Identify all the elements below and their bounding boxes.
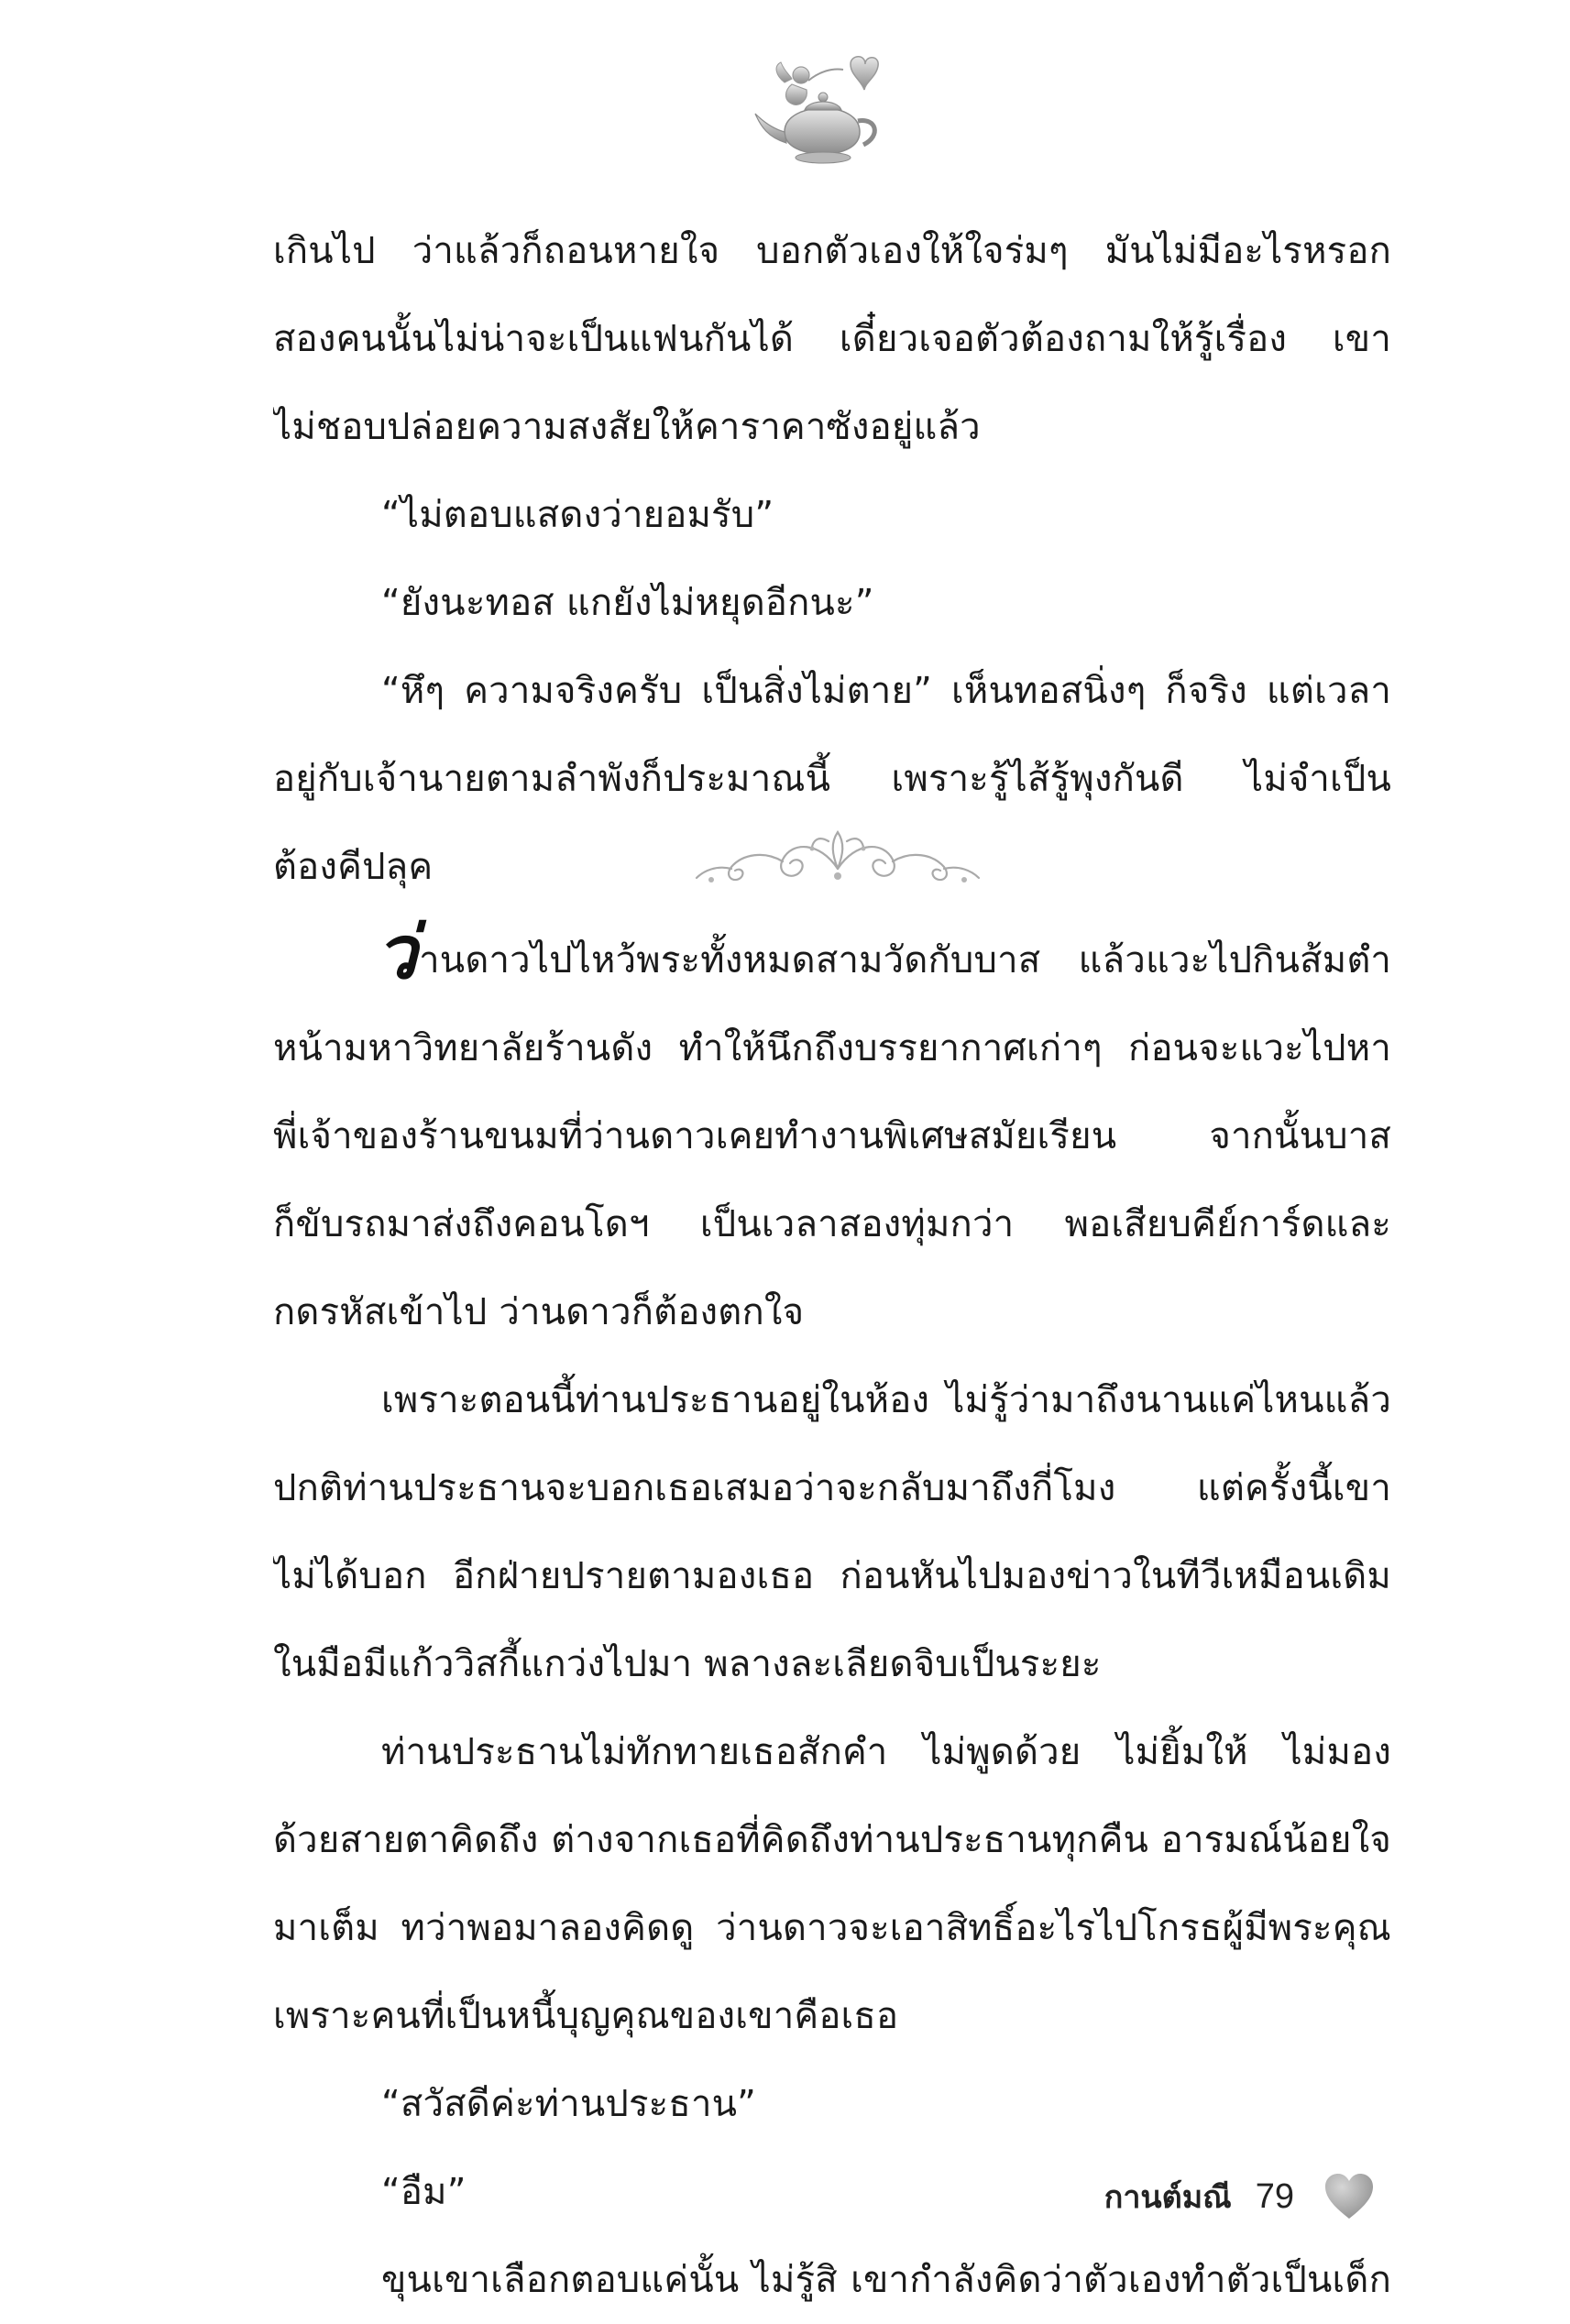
text-line: เพราะคนที่เป็นหนี้บุญคุณของเขาคือเธอ <box>273 1995 899 2037</box>
text-line: “หึๆ ความจริงครับ เป็นสิ่งไม่ตาย” เห็นทอสนิ่งๆ ก็จริง แต่เวลา <box>381 670 1391 712</box>
text-line: เกินไป ว่าแล้วก็ถอนหายใจ บอกตัวเองให้ใจร่มๆ มันไม่มีอะไรหรอก <box>273 230 1391 272</box>
text-line: กดรหัสเข้าไป ว่านดาวก็ต้องตกใจ <box>273 1291 805 1333</box>
text-line: หน้ามหาวิทยาลัยร้านดัง ทำให้นึกถึงบรรยากาศเก่าๆ ก่อนจะแวะไปหา <box>273 1027 1391 1069</box>
text-line: ปกติท่านประธานจะบอกเธอเสมอว่าจะกลับมาถึงกี่โมง แต่ครั้งนี้เขา <box>273 1467 1391 1509</box>
text-line: ไม่ได้บอก อีกฝ่ายปรายตามองเธอ ก่อนหันไปมองข่าวในทีวีเหมือนเดิม <box>273 1555 1391 1597</box>
text-line-first <box>273 916 1391 1004</box>
text-line: สองคนนั้นไม่น่าจะเป็นแฟนกันได้ เดี๋ยวเจอตัวต้องถามให้รู้เรื่อง เขา <box>273 318 1391 360</box>
first-line-text: านดาวไปไหว้พระทั้งหมดสามวัดกับบาส แล้วแวะไปกินส้มตำ <box>419 939 1391 981</box>
text-line: “อืม” <box>381 2171 467 2213</box>
floral-divider-icon <box>691 823 984 896</box>
heart-icon <box>1323 2173 1375 2220</box>
drop-cap: ว่ <box>376 916 418 995</box>
text-line: เพราะตอนนี้ท่านประธานอยู่ในห้อง ไม่รู้ว่ามาถึงนานแค่ไหนแล้ว <box>381 1379 1391 1421</box>
text-line: ท่านประธานไม่ทักทายเธอสักคำ ไม่พูดด้วย ไม่ยิ้มให้ ไม่มอง <box>381 1731 1391 1773</box>
page-footer <box>1081 2165 1375 2229</box>
text-line: ต้องคีปลุค <box>273 846 434 888</box>
text-line: “ไม่ตอบแสดงว่ายอมรับ” <box>381 494 774 536</box>
text-line: “ยังนะทอส แกยังไม่หยุดอีกนะ” <box>381 582 874 624</box>
text-line: พี่เจ้าของร้านขนมที่ว่านดาวเคยทำงานพิเศษสมัยเรียน จากนั้นบาส <box>273 1115 1391 1157</box>
text-line: “สวัสดีค่ะท่านประธาน” <box>381 2083 757 2125</box>
text-line: ในมือมีแก้ววิสกี้แกว่งไปมา พลางละเลียดจิบเป็นระยะ <box>273 1643 1102 1685</box>
text-line: ก็ขับรถมาส่งถึงคอนโดฯ เป็นเวลาสองทุ่มกว่า พอเสียบคีย์การ์ดและ <box>273 1203 1391 1245</box>
text-line: ด้วยสายตาคิดถึง ต่างจากเธอที่คิดถึงท่านประธานทุกคืน อารมณ์น้อยใจ <box>273 1819 1391 1861</box>
page-number: 79 <box>1255 2176 1294 2216</box>
text-line: ขุนเขาเลือกตอบแค่นั้น ไม่รู้สิ เขากำลังคิดว่าตัวเองทำตัวเป็นเด็ก <box>381 2259 1391 2301</box>
book-title: กานต์มณี <box>1103 2179 1232 2216</box>
text-line: มาเต็ม ทว่าพอมาลองคิดดู ว่านดาวจะเอาสิทธิ์อะไรไปโกรธผู้มีพระคุณ <box>273 1907 1391 1949</box>
paragraph-block-1 <box>273 207 1391 911</box>
text-line: อยู่กับเจ้านายตามลำพังก็ประมาณนี้ เพราะรู้ไส้รู้พุงกันดี ไม่จำเป็น <box>273 758 1391 800</box>
paragraph-block-2 <box>273 916 1391 2324</box>
teapot-cupid-icon <box>748 48 895 176</box>
text-line: ไม่ชอบปล่อยความสงสัยให้คาราคาซังอยู่แล้ว <box>273 406 981 448</box>
